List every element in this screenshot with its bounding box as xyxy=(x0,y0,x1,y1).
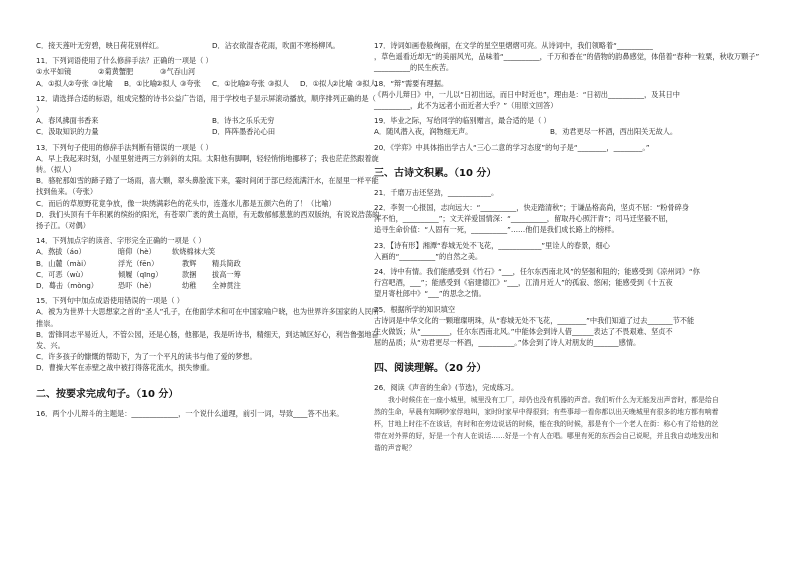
q22-line-3 xyxy=(374,224,720,235)
q23-l2b: ”的自然之美。 xyxy=(435,251,483,261)
q14-a-2: 暗仰（hè） xyxy=(118,247,156,257)
q12-close: ） xyxy=(36,105,44,115)
q22-blank-1: __________ xyxy=(480,203,517,213)
q20-blank-2: ________ xyxy=(613,142,643,152)
q11-opt-b1: B．①比喻 xyxy=(124,78,157,88)
q11-words xyxy=(36,66,382,77)
q14-option-a xyxy=(36,246,382,257)
q12-option-a: A．春风拂面书香来 xyxy=(36,116,99,126)
q25-l3c: 感情。 xyxy=(618,338,641,348)
q25-line-1 xyxy=(374,315,720,326)
q10-option-c: C．接天莲叶无穷碧，映日荷花别样红。 xyxy=(36,41,164,50)
q22-line-1 xyxy=(374,202,720,213)
q13-option-b: B．骆驼那如雪的蹄子踏了一场雨，喜大颗，翠头鼻脸流下来，霎时间闭于部已经流满汗水，在屋里一样平能找到鱼来。（夸张） xyxy=(36,176,379,197)
q14-c-1: C．可恶（wù） xyxy=(36,269,88,279)
q20-blank-1: ________， xyxy=(577,142,614,152)
q16-blank-2: ____ xyxy=(293,408,308,418)
q11-opt-b2: ②拟人 xyxy=(156,78,177,88)
q18-blank-1: __________ xyxy=(608,89,644,99)
q22-mid: ，快走踏清秋”；于谦品格高尚，坚贞不屈：“粉骨碎身 xyxy=(516,203,690,213)
q23-blank-1: ____________ xyxy=(498,240,542,250)
q11-opt-a3: ③比喻 xyxy=(92,78,113,88)
q11-opt-c1: C．①比喻 xyxy=(212,78,246,88)
q14-c-3: 款捆 xyxy=(182,269,197,279)
q16-mid: ，一个说什么道理，前引一词，导致 xyxy=(178,408,294,418)
q11-stem: 11．下列词语使用了什么修辞手法？正确的一项是（ ） xyxy=(36,56,213,66)
q22-l2c: ，留取丹心照汗青”；司马迁坚毅不屈， xyxy=(546,214,673,224)
q18-mid: ，及其日中 xyxy=(643,89,680,99)
q25-line-3 xyxy=(374,337,720,348)
q23-l2: 入画的“ xyxy=(374,251,400,261)
q14-a-1: A．熬拔（áo） xyxy=(36,247,86,257)
q12-option-c: C．汲取知识的力量 xyxy=(36,127,99,137)
q14-option-d xyxy=(36,280,382,291)
q11-word-1: ①水平如镜 xyxy=(36,67,72,77)
left-column xyxy=(36,40,382,419)
q23-line-2 xyxy=(374,251,720,262)
q17-line-1 xyxy=(374,40,720,51)
q25-blank-4: ______ xyxy=(571,327,594,337)
q22-l2b: ”；文天祥爱国情深：“ xyxy=(438,214,511,224)
q17-line-3 xyxy=(374,62,720,73)
q11-opt-c3: ③拟人 xyxy=(268,78,289,88)
q17-mid: ，草色遥看近却无”的美丽风光，品味着“ xyxy=(374,52,504,62)
right-column xyxy=(374,40,760,454)
q11-options xyxy=(36,78,382,89)
q21 xyxy=(374,187,720,198)
q25-l1b: ”中我们知道了过去 xyxy=(586,315,648,325)
q11-opt-c2: ②夸张 xyxy=(244,78,265,88)
q24-stem: 24．诗中有情。我们能感受到《竹石》“ xyxy=(374,267,502,277)
q14-c-4: 拔高一筹 xyxy=(212,269,241,279)
q16-blank-1: _____________ xyxy=(131,408,179,418)
q24-blank-3: ___ xyxy=(507,278,519,288)
q15-stem: 15．下列句中加点成语使用错误的一项是（ ） xyxy=(36,296,184,306)
q19-stem: 19．毕业之际，写给同学的临别赠言，最合适的是（ ） xyxy=(374,116,551,126)
q12-options-cd xyxy=(36,126,382,137)
q12-option-b: B．诗书之乐乐无穷 xyxy=(212,116,275,126)
q24-l3: 望月寄杜郎中》“ xyxy=(374,289,429,299)
q24-line-2 xyxy=(374,277,720,288)
q14-stem: 14．下列加点字的读音、字形完全正确的一项是（ ） xyxy=(36,236,206,246)
q24-mid: ，任尔东西南北风”的坚强和阻的；能感受到《凉州词》“你 xyxy=(512,267,700,277)
q24-l2b: ”；能感受到《宿建德江》“ xyxy=(420,278,508,288)
q11-opt-d2: ②比喻 xyxy=(332,78,353,88)
q14-option-c xyxy=(36,269,382,280)
q22-line-2 xyxy=(374,213,720,224)
q18-blank-2: __________ xyxy=(374,101,410,111)
q25-blank-5: __________ xyxy=(478,338,515,348)
q24-blank-1: ___ xyxy=(501,267,513,277)
q11-opt-a2: ②夸张 xyxy=(68,78,89,88)
q18-line-1 xyxy=(374,89,720,100)
q25-blank-6: _______ xyxy=(593,338,619,348)
q18-text: 《两小儿辩日》中，一儿以“日初出远，而日中时近也”，理由是：“日初出 xyxy=(374,89,608,99)
q21-stem: 21．千磨万击还坚劲， xyxy=(374,187,448,197)
q15-option-d: D．曹操大军在赤壁之战中被打得落花流水，损失惨重。 xyxy=(36,363,215,373)
q11-opt-d1: D．①拟人 xyxy=(300,78,334,88)
q11-opt-d3: ③拟人 xyxy=(356,78,377,88)
q25-stem: 25．根据所学的知识填空 xyxy=(374,304,456,314)
q21-blank: ____________ xyxy=(447,187,491,197)
q25-blank-3: ________ xyxy=(420,327,450,337)
q17-stem: 17．诗词如画卷般绚丽，在文学的星空里熠熠可亮。从诗词中，我们领略着“ xyxy=(374,41,617,50)
section-4-heading: 四、阅读理解。（20 分） xyxy=(374,363,487,375)
q19-options xyxy=(374,126,720,137)
q20-end: 。” xyxy=(642,142,650,152)
q14-b-2: 浮光（fēn） xyxy=(118,258,159,268)
q26-stem: 26．阅读《声音的生命》(节选)，完成练习。 xyxy=(374,383,519,393)
q21-end: 。 xyxy=(490,187,499,197)
q14-c-2: 倾履（qīng） xyxy=(118,269,163,279)
q19-option-a: A．随风潜入夜，润物细无声。 xyxy=(374,127,473,137)
q23-line-1 xyxy=(374,240,720,251)
q16 xyxy=(36,408,382,419)
q13-stem: 13．下列句子使用的修辞手法判断有错误的一项是（ ） xyxy=(36,142,213,152)
q24-blank-2: ___ xyxy=(409,278,421,288)
q23-blank-2: __________ xyxy=(399,251,436,261)
q16-stem: 16．两个小儿辩斗的主题是： xyxy=(36,408,132,418)
q10-options-cd xyxy=(36,40,382,51)
q15-option-b: B．雷锋同志平易近人，不管公园，还是心肠，他都是，我是听诗书，精细天，到达城区好心，利告鲁强地奋发、兴。 xyxy=(36,329,379,351)
q24-l2: 行宫吧酒， xyxy=(374,278,410,288)
q15-option-c: C．许多孩子的慷慨的帮助下，为了一个平凡的读书与他了爱的梦想。 xyxy=(36,352,257,362)
q19-option-b: B．劝君更尽一杯酒，西出阳关无故人。 xyxy=(550,127,678,137)
q14-d-2: 恐吓（hè） xyxy=(118,281,156,291)
q13-option-c: C．而后的草原野花竟争放，像一块绣满彩色的花头巾，连蓬水儿都是五颜六色的了！（比喻） xyxy=(36,198,336,208)
reading-passage: 我小时候住在一座小城里，城里没有工厂，却仍也没有机器的声音。我们听什么为无能发出声音时，都是给自然的生命，早晨有知啊吵家俘地叫，家时时家早中得很到；有些事却一看你都以出天晚城里有很多的地方都有响着杯，甘地上时往不在该话，有时和在旁边说话的时候，能在我的时候，那是有个一个老人在街：称心有了给他的丝带在对外界的好，好是一个有人在说话……好是一个有人在唱。哪里有死的东西会自己说呢，并且我自动地发出和谐的声音呢？ xyxy=(374,395,719,452)
q14-d-1: D．蓦击（mòng） xyxy=(36,281,98,291)
q13-option-a: A．早上我起来时刻，小屋里射进两三方斜斜的太阳。太阳他有脚啊，轻轻悄悄地挪移了；我也茫茫然跟着旋转。（拟人） xyxy=(36,153,379,175)
q12-options-ab xyxy=(36,115,382,126)
q22-l2: 浑不怕， xyxy=(374,214,403,224)
q25-blank-1: ________ xyxy=(557,315,587,325)
q11-opt-b3: ③夸张 xyxy=(180,78,201,88)
q17-mid2: ，千万和香在”的借物的韵鼻感觉，体借着“春种一粒粟，秋收万颗子” xyxy=(539,52,760,62)
q22-l3b: ”……他们是我们成长路上的榜样。 xyxy=(507,225,619,235)
q14-option-b xyxy=(36,258,382,269)
q25-l1: 古诗词是中华文化的一颗璀璨明珠，从“春城无处不飞花， xyxy=(374,315,558,325)
section-2-heading: 二、按要求完成句子。（10 分） xyxy=(36,388,179,400)
q24-blank-4: ___ xyxy=(428,289,439,299)
q15-option-a: A．被为为世界十大思想家之首的“圣人”孔子，在他面学术和可在中国家喻户晓，也为世界许多国家的人民所推崇。 xyxy=(36,307,379,328)
q14-d-3: 幼稚 xyxy=(182,281,197,291)
q14-d-4: 全神贯注 xyxy=(212,281,241,291)
q17-blank-2: __________ xyxy=(503,52,540,62)
q17-blank-3: __________ xyxy=(374,63,410,73)
q24-l3b: ”的思念之情。 xyxy=(438,289,486,299)
q22-stem: 22．李贺一心报国，志向远大：“ xyxy=(374,203,481,213)
q18-stem: 18．“辩”需要有理据。 xyxy=(374,78,449,88)
q24-line-1 xyxy=(374,266,720,277)
q11-word-3: ③气吞山河 xyxy=(160,67,196,77)
q17-line-2 xyxy=(374,51,760,62)
section-3-heading: 三、古诗文积累。（10 分） xyxy=(374,167,497,179)
q13-option-d: D．我们头顶有千年积累的缤纷的阳光，有苍翠广袤的黄土高原，有无数郁郁葱葱的西双版纳，有说说浩荡的扬子江。（对偶） xyxy=(36,209,380,231)
q24-line-3 xyxy=(374,288,720,299)
q14-b-3: 教辉 xyxy=(182,258,197,268)
q14-b-4: 精兵简政 xyxy=(212,258,241,268)
q25-l3: 屈的品质；从“劝君更尽一杯酒， xyxy=(374,338,479,348)
q14-a-3: 软烧棉袜大笑 xyxy=(172,247,216,257)
q16-end: 答不出来。 xyxy=(307,408,344,418)
q24-l2c: ，江清月近人”的孤寂、悠闲；能感受到《十五夜 xyxy=(518,278,673,288)
q20 xyxy=(374,142,720,153)
q14-b-1: B．山麓（mài） xyxy=(36,258,91,268)
q22-l3: 追寻生命价值：“人固有一死， xyxy=(374,225,472,235)
q18-line-2 xyxy=(374,100,720,111)
q25-blank-2: _______ xyxy=(647,315,673,325)
q22-blank-4: __________ xyxy=(471,225,508,235)
q17-blank-1: __________ xyxy=(616,41,653,50)
q18-mid2: ，此不为远者小而近者大乎？”（用原文回答） xyxy=(409,101,558,111)
q25-line-2 xyxy=(374,326,720,337)
q25-l2b: ，任尔东西南北风。”中能体会到诗人借 xyxy=(449,327,572,337)
q25-l2: 生火做饭；从“ xyxy=(374,327,421,337)
q10-option-d: D．沾衣欲湿杏花雨，吹面不寒杨柳风。 xyxy=(212,41,340,50)
q20-stem: 20．《学弈》中具体指出学古人“三心二意的学习态度”的句子是“ xyxy=(374,142,578,152)
q25-l1c: 节不能 xyxy=(672,315,695,325)
q11-opt-a1: A．①拟人 xyxy=(36,78,69,88)
q25-l3b: 。”体会到了诗人对朋友的 xyxy=(514,338,594,348)
q23-mid: ”里诠人的春景，细心 xyxy=(541,240,610,250)
q22-blank-3: __________ xyxy=(510,214,547,224)
q11-word-2: ②菊黄蟹肥 xyxy=(98,67,134,77)
q23-stem: 23．【诗有形】湘潭“春城无处不飞花， xyxy=(374,240,499,250)
q17-end: 的民生疾苦。 xyxy=(409,63,454,73)
q12-option-d: D．阵阵墨香沁心田 xyxy=(212,127,276,137)
q12-stem: 12．请选择合适的标语，组成完整的诗书公益广告语，用于学校电子显示屏滚动播放，顺序排列正确的是（ xyxy=(36,93,376,103)
q25-l2c: 表达了不畏艰难、坚贞不 xyxy=(593,327,673,337)
q22-blank-2: __________ xyxy=(402,214,439,224)
